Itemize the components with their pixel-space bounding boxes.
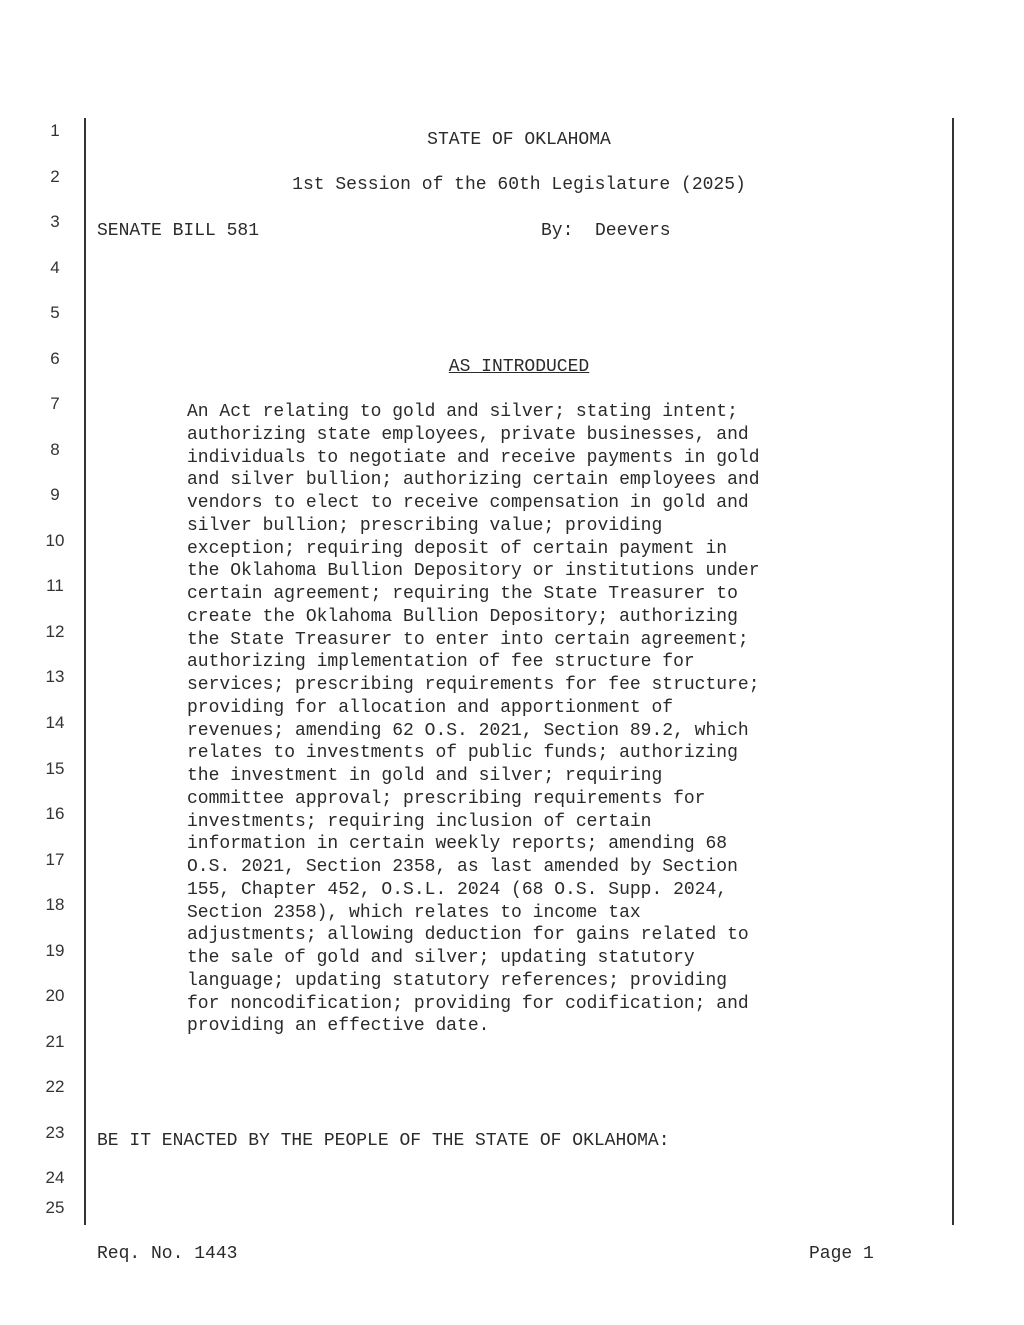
line-number: 13 bbox=[45, 667, 65, 686]
act-title-line: and silver bullion; authorizing certain employees and bbox=[187, 470, 760, 491]
session-heading: 1st Session of the 60th Legislature (2025) bbox=[292, 175, 746, 195]
act-title-line: O.S. 2021, Section 2358, as last amended by Section bbox=[187, 857, 738, 877]
line-number: 16 bbox=[45, 804, 65, 823]
act-title-line: Section 2358), which relates to income tax bbox=[187, 902, 641, 923]
line-number: 18 bbox=[45, 895, 65, 914]
line-number: 25 bbox=[45, 1198, 65, 1217]
act-title-line: 155, Chapter 452, O.S.L. 2024 (68 O.S. Supp. 2024, bbox=[187, 879, 728, 900]
act-title-line: for noncodification; providing for codification; and bbox=[187, 993, 749, 1014]
request-number: Req. No. 1443 bbox=[97, 1244, 238, 1264]
act-title-line: committee approval; prescribing requirements for bbox=[187, 788, 706, 809]
act-title-line: the Oklahoma Bullion Depository or institutions under bbox=[187, 561, 760, 582]
act-title-line: create the Oklahoma Bullion Depository; authorizing bbox=[187, 606, 738, 627]
line-number-clipped bbox=[40, 1198, 70, 1217]
right-margin-rule bbox=[952, 118, 954, 1225]
line-number: 11 bbox=[46, 576, 64, 595]
line-number: 6 bbox=[50, 349, 60, 368]
line-number: 21 bbox=[45, 1032, 65, 1051]
line-number: 15 bbox=[45, 759, 65, 778]
act-title bbox=[187, 401, 760, 1038]
line-number: 22 bbox=[45, 1077, 65, 1096]
act-title-line: relates to investments of public funds; authorizing bbox=[187, 743, 738, 764]
line-number: 1 bbox=[50, 121, 60, 140]
line-number: 2 bbox=[50, 167, 60, 186]
line-number: 5 bbox=[50, 303, 60, 322]
bill-number: SENATE BILL 581 bbox=[97, 221, 260, 241]
act-title-line: language; updating statutory references; providing bbox=[187, 970, 728, 991]
act-title-line: exception; requiring deposit of certain payment in bbox=[187, 538, 728, 559]
act-title-line: An Act relating to gold and silver; stating intent; bbox=[187, 402, 738, 422]
author-label: By: bbox=[541, 221, 574, 241]
line-number: 14 bbox=[45, 713, 65, 732]
bill-author: Deevers bbox=[595, 221, 671, 241]
left-margin-rule bbox=[84, 118, 86, 1225]
act-title-line: authorizing state employees, private businesses, and bbox=[187, 424, 749, 445]
act-title-line: authorizing implementation of fee structure for bbox=[187, 652, 695, 673]
enacting-clause: BE IT ENACTED BY THE PEOPLE OF THE STATE OF OKLAHOMA: bbox=[97, 1131, 670, 1151]
bill-status-text: AS INTRODUCED bbox=[448, 357, 590, 377]
act-title-line: investments; requiring inclusion of certain bbox=[187, 811, 652, 832]
line-number: 23 bbox=[45, 1123, 65, 1142]
act-title-line: revenues; amending 62 O.S. 2021, Section 89.2, which bbox=[187, 720, 749, 741]
line-number: 20 bbox=[45, 986, 65, 1005]
act-title-line: information in certain weekly reports; amending 68 bbox=[187, 834, 728, 855]
line-number: 17 bbox=[45, 850, 65, 869]
act-title-line: services; prescribing requirements for fee structure; bbox=[187, 675, 760, 695]
act-title-line: providing for allocation and apportionment of bbox=[187, 697, 674, 718]
line-number: 12 bbox=[45, 622, 65, 641]
line-number: 8 bbox=[50, 440, 60, 459]
line-number: 7 bbox=[50, 394, 60, 413]
act-title-line: certain agreement; requiring the State Treasurer to bbox=[187, 584, 738, 604]
state-heading: STATE OF OKLAHOMA bbox=[427, 130, 611, 150]
line-number: 9 bbox=[50, 485, 60, 504]
act-title-line: providing an effective date. bbox=[187, 1016, 490, 1037]
act-title-line: individuals to negotiate and receive payments in gold bbox=[187, 447, 760, 468]
act-title-line: silver bullion; prescribing value; providing bbox=[187, 515, 663, 536]
page-number: Page 1 bbox=[809, 1244, 874, 1264]
line-number: 10 bbox=[45, 531, 65, 550]
line-number: 19 bbox=[45, 941, 65, 960]
act-title-line: vendors to elect to receive compensation in gold and bbox=[187, 493, 749, 513]
act-title-line: adjustments; allowing deduction for gains related to bbox=[187, 925, 749, 946]
bill-status bbox=[86, 356, 952, 378]
line-number: 4 bbox=[50, 258, 60, 277]
act-title-line: the investment in gold and silver; requiring bbox=[187, 766, 663, 786]
line-number: 3 bbox=[50, 212, 60, 231]
line-number: 24 bbox=[45, 1168, 65, 1187]
act-title-line: the State Treasurer to enter into certain agreement; bbox=[187, 629, 749, 650]
act-title-line: the sale of gold and silver; updating statutory bbox=[187, 948, 695, 968]
